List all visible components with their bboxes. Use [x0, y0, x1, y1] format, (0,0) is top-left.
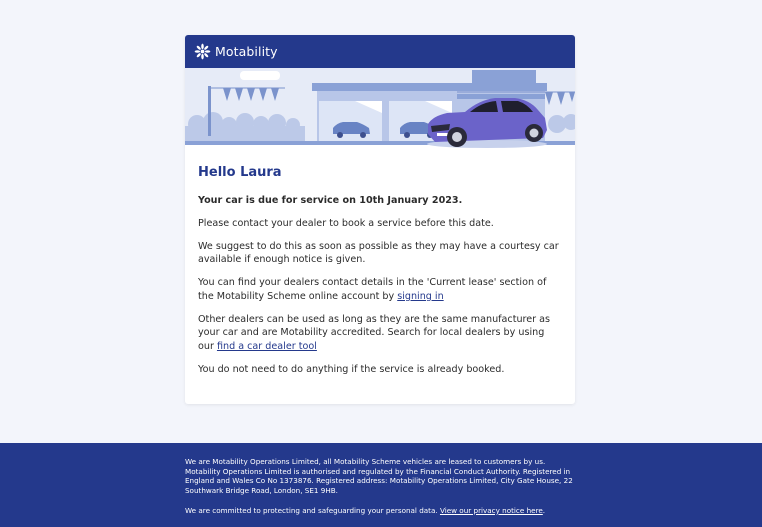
- privacy-suffix: .: [542, 505, 546, 515]
- no-action-text: You do not need to do anything if the service is already booked.: [198, 363, 505, 375]
- motability-flower-logo-icon: [194, 43, 211, 60]
- email-card: [185, 35, 575, 404]
- courtesy-car-text: We suggest to do this as soon as possible as they may have a courtesy car available if enough notice is given.: [198, 241, 559, 266]
- brand-name: Motability: [215, 44, 278, 59]
- dealership-banner-illustration: [185, 68, 575, 148]
- footer-legal-text: We are Motability Operations Limited, all Motability Scheme vehicles are leased to customers by us. Motability Operations Limited is authorised and regulated by the Financial Conduct Authority. Registered in England and Wales Co No 1373876. Registered address: Motability Operations Limited, City Gate House, 22 Southwark Bridge Road, London, SE1 9HB.: [185, 457, 573, 496]
- dealer-details-prefix: You can find your dealers contact details in the 'Current lease' section of the Motability Scheme online account by: [198, 277, 547, 302]
- privacy-prefix: We are committed to protecting and safeguarding your personal data.: [185, 505, 440, 515]
- signing-in-link[interactable]: signing in: [397, 290, 444, 302]
- email-body: [185, 148, 575, 376]
- email-header: [185, 35, 575, 68]
- other-dealers-prefix: Other dealers can be used as long as they are the same manufacturer as your car and are Motability accredited. Search for local dealers by using our: [198, 313, 551, 352]
- greeting-heading: Hello Laura: [198, 165, 282, 180]
- privacy-notice-link[interactable]: View our privacy notice here: [439, 505, 543, 515]
- service-due-text: Your car is due for service on 10th January 2023.: [198, 195, 463, 206]
- other-dealers-text: [198, 313, 562, 353]
- dealer-details-text: [198, 276, 562, 303]
- contact-dealer-text: Please contact your dealer to book a service before this date.: [198, 218, 494, 229]
- find-dealer-tool-link[interactable]: find a car dealer tool: [216, 340, 317, 352]
- footer-privacy-text: [185, 506, 575, 516]
- footer: [0, 443, 762, 527]
